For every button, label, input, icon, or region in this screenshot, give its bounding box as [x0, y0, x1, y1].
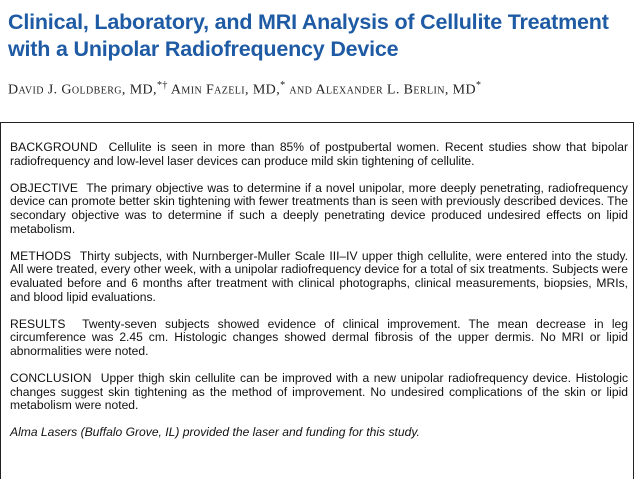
author-fazeli: Amin Fazeli, MD,	[170, 82, 281, 98]
background-label: BACKGROUND	[10, 140, 98, 154]
author-berlin-affiliation: *	[476, 80, 482, 91]
results-label: RESULTS	[10, 316, 66, 331]
article-title: Clinical, Laboratory, and MRI Analysis of Cellulite Treatment with a Unipolar Radiofrequency Device	[8, 10, 609, 61]
abstract-results	[10, 318, 628, 359]
author-line	[8, 80, 628, 99]
abstract-objective	[10, 182, 628, 236]
conclusion-text: Upper thigh skin cellulite can be improved with a new unipolar radiofrequency device. Histologic changes suggest skin tightening as the method of improvement. No undesired complications of the skin or lipid metabolism were noted.	[10, 371, 628, 413]
author-fazeli-affiliation: *	[280, 80, 286, 91]
abstract-methods	[10, 250, 628, 304]
funding-statement: Alma Lasers (Buffalo Grove, IL) provided the laser and funding for this study.	[10, 425, 420, 440]
author-goldberg: David J. Goldberg, MD,	[8, 82, 157, 98]
methods-label: METHODS	[10, 248, 72, 263]
methods-text: Thirty subjects, with Nurnberger-Muller Scale III–IV upper thigh cellulite, were entered into the study. All were treated, every other week, with a unipolar radiofrequency device for a total of six treatments. Subjects were evaluated before and 6 months after treatment with clinical photographs, clinical measurements, biopsies, MRIs, and blood lipid evaluations.	[10, 248, 628, 304]
results-text: Twenty-seven subjects showed evidence of clinical improvement. The mean decrease in leg circumference was 2.45 cm. Histologic changes showed dermal fibrosis of the upper dermis. No MRI or lipid abnormalities were noted.	[10, 316, 628, 358]
objective-text: The primary objective was to determine if a novel unipolar, more deeply penetrating, radiofrequency device can promote better skin tightening with fewer treatments than is seen with previously described devices. The secondary objective was to determine if such a deeply penetrating device produced undesired effects on lipid metabolism.	[10, 180, 628, 236]
abstract-conclusion	[10, 372, 628, 413]
abstract-body	[10, 141, 628, 454]
author-berlin: Alexander L. Berlin, MD	[315, 82, 477, 98]
conclusion-label: CONCLUSION	[10, 371, 92, 386]
objective-label: OBJECTIVE	[10, 180, 79, 195]
author-conjunction: and	[289, 82, 313, 98]
author-goldberg-affiliation: *†	[156, 80, 168, 91]
abstract-background	[10, 141, 628, 168]
background-text: Cellulite is seen in more than 85% of postpubertal women. Recent studies show that bipolar radiofrequency and low-level laser devices can produce mild skin tightening of cellulite.	[10, 140, 628, 168]
